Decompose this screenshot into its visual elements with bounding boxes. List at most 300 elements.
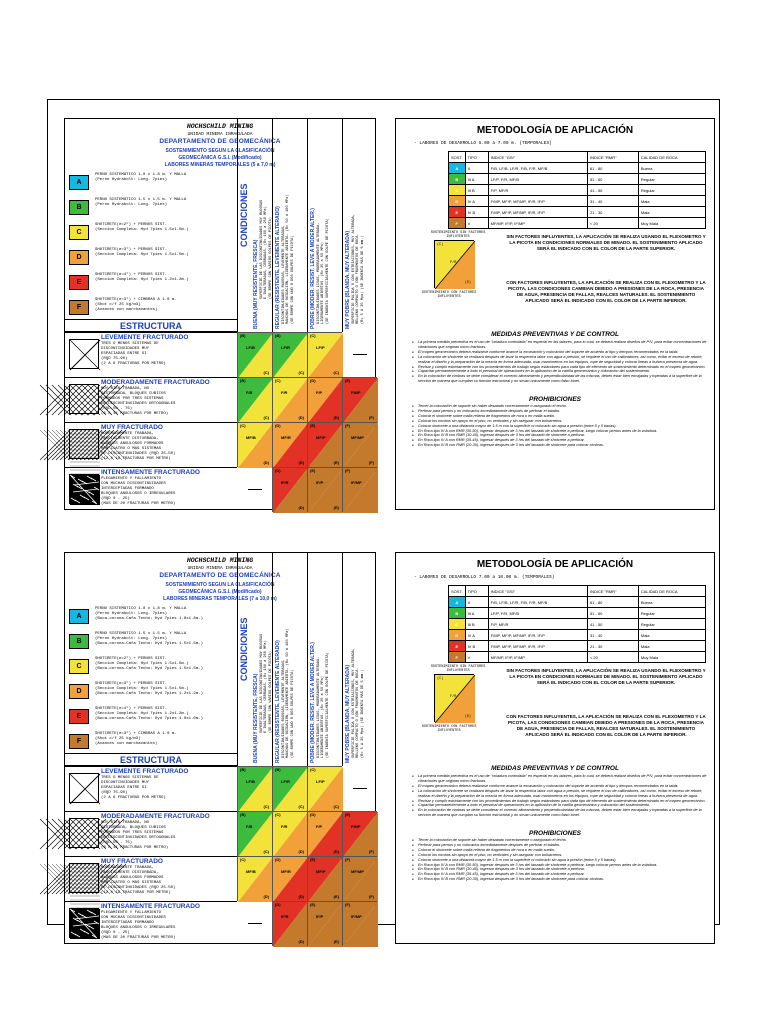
cell-upper-support: (E) [310, 468, 316, 473]
support-description-d: SHOTCRETE(e=3") + PERNOS SIST. (Seccion Completa: Hyd 7pies 1.5x1.5m.) (Boca-corona-Cafa Techo: Hyd 7pies 1.2x1.2m.) [95, 682, 204, 696]
support-swatch-e: E [69, 709, 89, 724]
cell-lower-support: (E) [333, 460, 339, 465]
prohibicion-item: ● En Roca tipo IV A con RMR (30-50), ingresar después de 3 hrs del lanzado de shotcrete a perforar, luego colocar pernos antes de la voladura. [412, 863, 710, 868]
company-name: HOCHSCHILD MINING [186, 123, 254, 130]
structure-row-1 [65, 766, 237, 811]
structure-pattern-light [69, 773, 99, 803]
codes-cell: Mala [638, 207, 705, 218]
prohibicion-item: ● En Roca tipo IV B con RMR (30-40), ingresar después de 3 hrs del lanzado de shotcrete a perforar. [412, 867, 710, 872]
prohibicion-item: ● En Roca tipo IV B con RMR (20-30), ingresar después de 3 hrs del lanzado de shotcrete para colocar cimbras. [412, 443, 710, 448]
condition-column-2 [272, 553, 307, 766]
condition-label-2: REGULAR (RESISTENTE, LEVEMENTE ALTERADO) [275, 206, 281, 329]
structure-pattern-moderate [69, 818, 99, 848]
support-cell-mf-b [237, 856, 272, 901]
codes-cell: F/MP, MF/P, MF/MP, IF/R, IF/P [488, 641, 587, 652]
table-row [449, 641, 706, 652]
medida-item: ● El mapeo geomecánico deberá realizarse conforme avance la excavación y colocación del soporte de acuerdo al tipo y tiempos recomendados en la tabla. [412, 350, 710, 355]
codes-header-cell: CALIDAD DE ROCA [638, 586, 705, 597]
codes-header-cell: CALIDAD DE ROCA [638, 152, 705, 163]
cell-code: LF/P [316, 345, 325, 350]
prohibicion-item: ● Tercer la colocación de soporte sin haber desatado correctamente o asegurado el techo. [412, 838, 710, 843]
codes-cell: D [449, 196, 466, 207]
cell-upper-support: (D) [275, 857, 281, 862]
codes-cell: E [449, 207, 466, 218]
condition-description-2: DISCONTINUIDADES RUGOSAS, LEVEMENTE ALTERADAS, MANCHAS DE OXIDACIÓN, LIGERAMENTE ABIERTA. (Rc 50 a 100 MPa) (SE ROMPE CON UNO O DOS GOLPES DE PICOTA) [282, 194, 295, 324]
condition-label-4: MUY POBRE (BLANDA, MUY ALTERADA) [345, 664, 351, 763]
support-description-e: SHOTCRETE(e=4") + PERNOS SIST. (Seccion Completa: Hyd 7pies 1.2x1.2m.) (Boca-corona-Cafa Techo: Hyd 7pies 1.0x1.0m.) [95, 707, 204, 721]
structure-description-1: TRES O MENOS SISTEMAS DE DISCONTINUIDADES MUY ESPACIADAS ENTRE SI (RQD 75-90) (2 A 6 FRACTURAS POR METRO) [101, 776, 166, 800]
codes-cell: Mala [638, 641, 705, 652]
prohibiciones-title: PROHIBICIONES [528, 396, 581, 403]
cell-upper-support: (C) [240, 423, 246, 428]
not-applicable-dash [353, 788, 367, 789]
medidas-title: MEDIDAS PREVENTIVAS Y DE CONTROL [491, 331, 619, 338]
codes-cell: IV B [465, 207, 488, 218]
cell-code: IF/P [316, 914, 324, 919]
cell-code: MF/R [281, 435, 291, 440]
prohibicion-item: ● En Roca tipo IV A con RMR (30-50), ingresar después de 3 hrs del lanzado de shotcrete a perforar, luego colocar pernos antes de la voladura. [412, 429, 710, 434]
method-paragraph-1: SIN FACTORES INFLUYENTES, LA APLICACIÓN SE REALIZA USANDO EL FLEXOMETRO Y LA PICOTA EN CONDICIONES NORMALES DE MINADO. EL SOSTENIMIENTO APLICADO SERÁ EL INDICADO CON EL COLOR DE LA PARTE SUPERIOR. [506, 668, 706, 685]
support-cell-mf-mp [342, 422, 377, 467]
cell-upper-support: (C) [275, 378, 281, 383]
structure-description-3: MODERADAMENTE TRABADA, PARCIALMENTE DISTURBADA, BLOQUES ANGULOSOS FORMADOS POR CUATRO O MAS SISTEMAS DE DISCONTINUIDADES (RQD 25-50) (12 A 19 FRACTURAS POR METRO) [101, 432, 176, 461]
support-swatch-b: B [69, 200, 89, 215]
gsi-label: GEOMECÁNICA G.S.I. (Modificado) [178, 589, 262, 595]
support-swatch-f: F [69, 300, 89, 315]
table-row [449, 597, 706, 608]
cell-lower-support: (D) [298, 894, 304, 899]
prohibicion-item: ● En Roca tipo IV A con RMR (35-45), ingresar después de 3 hrs del lanzado de shotcrete a perforar. [412, 438, 710, 443]
codes-cell: E [449, 641, 466, 652]
codes-cell: 31 - 40 [587, 630, 638, 641]
condition-description-1: SUPERFICIE DE LAS DISCONTINUIDADES MUY RUGOSAS E INALTERADAS, CERRADAS. (Rc 100 a 250 MPa) (SE ROMPE CON VARIOS GOLPES DE PICOTA) [260, 199, 273, 299]
table-row [449, 196, 706, 207]
cell-code: F/R [281, 824, 288, 829]
cell-code: F/B [246, 824, 253, 829]
support-swatch-b: B [69, 634, 89, 649]
codes-cell: F [449, 652, 466, 663]
support-cell-f-mp [342, 377, 377, 422]
codes-cell: III B [465, 619, 488, 630]
unit-name: UNIDAD MINERA INMACULADA [187, 132, 253, 137]
cell-upper-support: (E) [345, 378, 351, 383]
cell-code: LF/R [281, 345, 290, 350]
cell-lower-support: (D) [298, 939, 304, 944]
cell-code: MF/R [281, 869, 291, 874]
codes-cell: Buena [638, 163, 705, 174]
codes-cell: IV B [465, 641, 488, 652]
codes-cell: D [449, 630, 466, 641]
support-description-f: SHOTCRETE(e=3") + CIMBRAS A 1.0 m. (Shot c/f 25 kg/m3) (Avances con marchavantes) [95, 732, 177, 746]
codes-cell: 61 - 80 [587, 597, 638, 608]
support-swatch-c: C [69, 225, 89, 240]
support-swatch-d: D [69, 250, 89, 265]
cell-lower-support: (D) [298, 849, 304, 854]
support-description-e: SHOTCRETE(e=4") + PERNOS SIST. (Seccion Completa: Hyd 7pies 1.2x1.2m.) [95, 273, 189, 282]
cell-code: LF/P [316, 779, 325, 784]
codes-cell: II [465, 163, 488, 174]
method-paragraph-1: SIN FACTORES INFLUYENTES, LA APLICACIÓN SE REALIZA USANDO EL FLEXOMETRO Y LA PICOTA EN CONDICIONES NORMALES DE MINADO. EL SOSTENIMIENTO APLICADO SERÁ EL INDICADO CON EL COLOR DE LA PARTE SUPERIOR. [506, 234, 706, 251]
diagram-bottom-label: SOSTENIMIENTO CON FACTORES INFLUYENTES [421, 725, 477, 733]
cell-lower-support: (F) [368, 894, 374, 899]
diagram-top-label: SOSTENIMIENTO SIN FACTORES INFLUYENTES [430, 665, 486, 673]
support-cell-mf-p [307, 422, 342, 467]
table-row [449, 619, 706, 630]
condition-description-1: SUPERFICIE DE LAS DISCONTINUIDADES MUY RUGOSAS E INALTERADAS, CERRADAS. (Rc 100 a 250 MPa) (SE ROMPE CON VARIOS GOLPES DE PICOTA) [260, 633, 273, 733]
cell-upper-support: (C) [310, 767, 316, 772]
codes-cell: Regular [638, 174, 705, 185]
codes-table-header [449, 152, 706, 163]
table-row [449, 185, 706, 196]
support-description-d: SHOTCRETE(e=3") + PERNOS SIST. (Seccion Completa: Hyd 7pies 1.5x1.5m.) [95, 248, 189, 257]
codes-cell: 51 - 60 [587, 174, 638, 185]
cell-upper-support: (E) [310, 902, 316, 907]
codes-cell: Muy Mala [638, 652, 705, 663]
condition-description-4: SUPERFICIE PULIDA O CON ESTRIACIONES, MUY ALTERADA, RELLENO COMPACTO O CON FRAGMENTOS DE ROCA. (Rc 5 A 25 Mpa) (SE INDENTA MAS DE 5 mm.) [352, 214, 365, 324]
codes-cell: F/P, MF/R [488, 619, 587, 630]
cell-lower-support: (D) [298, 505, 304, 510]
prohibicion-item: ● Colocar el shotcrete sobre malla rellena de fragmentos de roca o en malla suelta. [412, 414, 710, 419]
diagram-mark-lower: (D) [464, 281, 471, 285]
condition-label-3: POBRE (MODER. RESIST. LEVE A MODER.ALTER.) [310, 208, 316, 329]
gsi-table-panel [64, 552, 376, 944]
codes-cell: III B [465, 185, 488, 196]
codes-header-cell: TIPO [465, 152, 488, 163]
cell-lower-support: (E) [333, 939, 339, 944]
structure-title-2: MODERADAMENTE FRACTURADO [101, 379, 210, 386]
cell-lower-support: (D) [298, 460, 304, 465]
condition-label-4: MUY POBRE (BLANDA, MUY ALTERADA) [345, 230, 351, 329]
medida-item: ● En la colocación de cimbras se debe considerar el correcto alineamiento y perpendicularidad de las mismas, deben estar bien encajadas y topeadas a la superficie de la sección de manera que cumplan su función estructural y no sirvan únicamente como falso túnel. [412, 374, 710, 384]
cell-upper-support: (D) [275, 423, 281, 428]
methodology-panel [395, 118, 715, 510]
prohibicion-item: ● Colocar shotcrete a una distancia mayor de 1.5 m con la superficie ni colocarlo sin agua a presión (entre 5 y 5 barias). [412, 424, 710, 429]
structure-pattern-heavy [69, 863, 99, 893]
codes-cell: F/B, LF/B, LF/R, F/B, F/R, MF/B [488, 597, 587, 608]
codes-cell: V [465, 652, 488, 663]
medidas-list [412, 340, 710, 384]
cell-code: F/R [281, 390, 288, 395]
cell-upper-support: (D) [310, 812, 316, 817]
prohibicion-item: ● Perforar para pernos y no colocarlos inmediatamente después de perforar el taladro. [412, 409, 710, 414]
table-row [449, 630, 706, 641]
cell-code: IF/MP [351, 914, 362, 919]
condition-label-2: REGULAR (RESISTENTE, LEVEMENTE ALTERADO) [275, 640, 281, 763]
cell-code: MF/MP [351, 869, 364, 874]
method-paragraph-2: CON FACTORES INFLUYENTES, LA APLICACIÓN SE REALIZA CON EL FLEXOMETRO Y LA PICOTA, LAS CONDICIONES CAMBIAN DEBIDO A PRESIONES DE LA ROCA, PRESENCIA DE AGUA, PRESENCIA DE FALLAS, REALCES NATURALES. EL SOSTENIMIENTO APLICADO SERÁ EL INDICADO CON EL COLOR DE LA PARTE INFERIOR. [506, 280, 706, 303]
classification-label: SOSTENIMIENTO SEGUN LA CLASIFICACIÓN [165, 148, 275, 154]
codes-cell: III A [465, 174, 488, 185]
support-cell-if-p [307, 901, 342, 946]
desarrollo-label: - LABORES DE DESARROLLO 7.00 a 10.00 m. (TEMPORALES) [414, 575, 555, 580]
support-cell-mf-b [237, 422, 272, 467]
condition-column-4 [342, 553, 377, 766]
cell-upper-support: (F) [345, 902, 351, 907]
support-codes-table [448, 585, 706, 663]
prohibicion-item: ● Colocar el shotcrete sobre malla rellena de fragmentos de roca o en malla suelta. [412, 848, 710, 853]
cell-code: IF/MP [351, 480, 362, 485]
conditions-title: CONDICIONES [239, 617, 249, 681]
condition-column-4 [342, 119, 377, 332]
cell-lower-support: (F) [368, 849, 374, 854]
structure-title-1: LEVEMENTE FRACTURADO [101, 334, 189, 341]
cell-code: LF/B [246, 779, 255, 784]
medida-item: ● La colocación de shotcrete se realizará después de lavar la respectiva labor con agua a presión, se requiere el uso de calibradores, así como, evitar el exceso de rebote, realizar el diseño y la preparación de la mezcla en forma adecuada, usar manómetros en los equipos, rope de seguridad y colocar lineas a hulsera presencia de agua. [412, 789, 710, 799]
conditions-title: CONDICIONES [239, 183, 249, 247]
table-row [449, 174, 706, 185]
structure-title: ESTRUCTURA [65, 319, 237, 332]
support-cell-mf-p [307, 856, 342, 901]
prohibiciones-list [412, 404, 710, 448]
cell-upper-support: (E) [345, 812, 351, 817]
codes-cell: 51 - 60 [587, 608, 638, 619]
cell-code: IF/R [281, 480, 289, 485]
codes-cell: 41 - 50 [587, 619, 638, 630]
structure-title-2: MODERADAMENTE FRACTURADO [101, 813, 210, 820]
cell-lower-support: (C) [333, 370, 339, 375]
cell-code: LF/R [281, 779, 290, 784]
not-applicable-dash [248, 923, 262, 924]
support-swatch-e: E [69, 275, 89, 290]
codes-table-header [449, 586, 706, 597]
support-cell-f-p [307, 377, 342, 422]
table-row [449, 218, 706, 229]
diagram-top-label: SOSTENIMIENTO SIN FACTORES INFLUYENTES [430, 231, 486, 239]
codes-header-cell: INDICE "RMR" [587, 586, 638, 597]
condition-description-3: DISCONTINUIDADES LISAS, MODERADAMENTE ALTERADA, LIGERAMENTE ABIERTAS. (Rc 25 a 50 MPa) (SE INDENTA SUPERFICIALMENTE CON GOLPE DE PICOTA) [317, 652, 330, 758]
cell-upper-support: (F) [345, 857, 351, 862]
medida-item: ● El mapeo geomecánico deberá realizarse conforme avance la excavación y colocación del soporte de acuerdo al tipo y tiempos recomendados en la tabla. [412, 784, 710, 789]
support-cell-lf-r [272, 766, 307, 811]
codes-cell: 31 - 40 [587, 196, 638, 207]
cell-code: F/B [246, 390, 253, 395]
cell-code: F/P [316, 390, 323, 395]
codes-cell: F/MP, MF/P, MF/MP, IF/R, IF/P [488, 196, 587, 207]
support-description-b: PERNO SISTEMÁTICO 1.5 x 1.5 m. Y MALLA (Perno Hydrabolt: Long. 7pies) [95, 198, 187, 207]
support-cell-f-b [237, 377, 272, 422]
condition-column-3 [307, 119, 342, 332]
cell-lower-support: (C) [298, 370, 304, 375]
codes-cell: < 20 [587, 652, 638, 663]
cell-lower-support: (D) [263, 460, 269, 465]
not-applicable-dash [353, 354, 367, 355]
support-cell-if-p [307, 467, 342, 512]
structure-description-3: MODERADAMENTE TRABADA, PARCIALMENTE DISTURBADA, BLOQUES ANGULOSOS FORMADOS POR CUATRO O MAS SISTEMAS DE DISCONTINUIDADES (RQD 25-50) (12 A 19 FRACTURAS POR METRO) [101, 866, 176, 895]
labores-label: LABORES MINERAS TEMPORALES (5 a 7,0 m) [164, 162, 276, 168]
structure-description-1: TRES O MENOS SISTEMAS DE DISCONTINUIDADES MUY ESPACIADAS ENTRE SI (RQD 75-90) (2 A 6 FRACTURAS POR METRO) [101, 342, 166, 366]
support-cell-lf-p [307, 766, 342, 811]
structure-title-1: LEVEMENTE FRACTURADO [101, 768, 189, 775]
prohibicion-item: ● En Roca tipo IV A con RMR (35-45), ingresar después de 3 hrs del lanzado de shotcrete a perforar. [412, 872, 710, 877]
structure-row-4 [65, 467, 237, 512]
prohibicion-item: ● Colocar los rombos sin apoyo en el piso, no verticales y sin asegurar con bolsacretos. [412, 853, 710, 858]
medida-item: ● Revisar y cumplir estrictamente con los procedimientos de trabajo según estándares para cada tipo de elemento de sostenimiento determinado en el mapeo geomecánico. [412, 365, 710, 370]
table-row [449, 608, 706, 619]
condition-label-3: POBRE (MODER. RESIST. LEVE A MODER.ALTER.) [310, 642, 316, 763]
classification-label: SOSTENIMIENTO SEGUN LA CLASIFICACIÓN [165, 582, 275, 588]
table-row [449, 652, 706, 663]
cell-upper-support: (C) [310, 333, 316, 338]
cell-lower-support: (F) [368, 460, 374, 465]
structure-title-4: INTENSAMENTE FRACTURADO [101, 903, 200, 910]
support-description-c: SHOTCRETE(e=2") + PERNOS SIST. (Seccion Completa: Hyd 7pies 1.5x1.5m.) [95, 223, 189, 232]
support-swatch-a: A [69, 609, 89, 624]
codes-cell: Regular [638, 619, 705, 630]
codes-cell: Regular [638, 608, 705, 619]
codes-header-cell: SOST. [449, 152, 466, 163]
codes-cell: 21 - 30 [587, 207, 638, 218]
company-name: HOCHSCHILD MINING [186, 557, 254, 564]
codes-header-cell: SOST. [449, 586, 466, 597]
department-name: DEPARTAMENTO DE GEOMECÁNICA [159, 138, 281, 145]
support-description-a: PERNO SISTEMÁTICO 1.8 x 1.8 m. Y MALLA (Perno Hydrabolt: Long. 7pies) [95, 173, 187, 182]
structure-description-4: PLEGAMIENTO Y FALLAMIENTO CON MUCHAS DISCONTINUIDADES INTERCEPTADAS FORMANDO BLOQUES ANGULOSOS O IRREGULARES (RQD 0 - 25) (MAS DE 20 FRACTURAS POR METRO) [101, 911, 176, 940]
codes-cell: 41 - 50 [587, 185, 638, 196]
support-diagram [434, 240, 474, 288]
codes-cell: C [449, 185, 466, 196]
cell-lower-support: (C) [298, 804, 304, 809]
codes-cell: Muy Mala [638, 218, 705, 229]
codes-cell: C [449, 619, 466, 630]
support-swatch-f: F [69, 734, 89, 749]
structure-pattern-heavy [69, 429, 99, 459]
condition-description-4: SUPERFICIE PULIDA O CON ESTRIACIONES, MUY ALTERADA, RELLENO COMPACTO O CON FRAGMENTOS DE ROCA. (Rc 5 A 25 Mpa) (SE INDENTA MAS DE 5 mm.) [352, 648, 365, 758]
methodology-title: METODOLOGÍA DE APLICACIÓN [476, 125, 634, 136]
diagram-mark-mid: F/R [450, 261, 457, 265]
cell-lower-support: (C) [263, 415, 269, 420]
medida-item: ● Revisar y cumplir estrictamente con los procedimientos de trabajo según estándares para cada tipo de elemento de sostenimiento determinado en el mapeo geomecánico. [412, 799, 710, 804]
codes-cell: Regular [638, 185, 705, 196]
codes-cell: III A [465, 608, 488, 619]
condition-description-2: DISCONTINUIDADES RUGOSAS, LEVEMENTE ALTERADAS, MANCHAS DE OXIDACIÓN, LIGERAMENTE ABIERTA. (Rc 50 a 100 MPa) (SE ROMPE CON UNO O DOS GOLPES DE PICOTA) [282, 628, 295, 758]
conditions-title-column [237, 119, 272, 332]
codes-cell: B [449, 608, 466, 619]
table-row [449, 207, 706, 218]
codes-cell: B [449, 174, 466, 185]
structure-pattern-intense [69, 474, 99, 504]
cell-upper-support: (D) [310, 378, 316, 383]
not-applicable-dash [248, 489, 262, 490]
structure-title: ESTRUCTURA [65, 753, 237, 766]
condition-description-3: DISCONTINUIDADES LISAS, MODERADAMENTE ALTERADA, LIGERAMENTE ABIERTAS. (Rc 25 a 50 MPa) (SE INDENTA SUPERFICIALMENTE CON GOLPE DE PICOTA) [317, 218, 330, 324]
cell-upper-support: (E) [310, 423, 316, 428]
diagram-mark-upper: (C) [437, 677, 444, 681]
condition-label-1: BUENA (MUY RESISTENTE, FRESCA) [253, 673, 259, 763]
codes-cell: Mala [638, 196, 705, 207]
codes-cell: 21 - 30 [587, 641, 638, 652]
cell-upper-support: (F) [345, 468, 351, 473]
cell-code: MF/B [246, 435, 256, 440]
desarrollo-label: - LABORES DE DESARROLLO 5.00 a 7.00 m. (TEMPORALES) [414, 141, 552, 146]
support-cell-if-mp [342, 467, 377, 512]
condition-column-2 [272, 119, 307, 332]
codes-cell: F [449, 218, 466, 229]
prohibicion-item: ● En Roca tipo IV B con RMR (20-30), ingresar después de 3 hrs del lanzado de shotcrete para colocar cimbras. [412, 877, 710, 882]
codes-cell: Mala [638, 630, 705, 641]
codes-cell: LF/P, F/R, MF/B [488, 174, 587, 185]
table-row [449, 163, 706, 174]
structure-pattern-light [69, 339, 99, 369]
cell-code: F/MP [351, 390, 361, 395]
medida-item: ● Capacitar permanentemente a todo el personal de operaciones en la aplicación de la cartilla geomecánica y colocación del sostenimiento. [412, 369, 710, 374]
codes-header-cell: INDICE "RMR" [587, 152, 638, 163]
prohibicion-item: ● Tercer la colocación de soporte sin haber desatado correctamente o asegurado el techo. [412, 404, 710, 409]
structure-description-2: MUY BIEN TRABADA, NO DISTURBADA, BLOQUES CUBICOS FORMADOS POR TRES SISTEMAS DE DISCONTINUIDADES ORTOGONALES (RQD 50 - 75) (6 A 11 FRACTURAS POR METRO) [101, 387, 176, 416]
methodology-panel [395, 552, 715, 944]
prohibicion-item: ● Perforar para pernos y no colocarlos inmediatamente después de perforar el taladro. [412, 843, 710, 848]
support-swatch-a: A [69, 175, 89, 190]
cell-upper-support: (C) [275, 812, 281, 817]
cell-code: MF/P [316, 869, 326, 874]
support-cell-lf-b [237, 332, 272, 377]
support-cell-mf-r [272, 856, 307, 901]
support-swatch-c: C [69, 659, 89, 674]
structure-description-2: MUY BIEN TRABADA, NO DISTURBADA, BLOQUES CUBICOS FORMADOS POR TRES SISTEMAS DE DISCONTINUIDADES ORTOGONALES (RQD 50 - 75) (6 A 11 FRACTURAS POR METRO) [101, 821, 176, 850]
prohibicion-item: ● Colocar shotcrete a una distancia mayor de 1.5 m con la superficie ni colocarlo sin agua a presión (entre 5 y 5 barias). [412, 858, 710, 863]
cell-upper-support: (B) [275, 767, 281, 772]
cell-lower-support: (D) [333, 849, 339, 854]
cell-upper-support: (F) [345, 423, 351, 428]
cell-lower-support: (C) [333, 804, 339, 809]
codes-cell: F/MP, MF/P, MF/MP, IF/R, IF/P [488, 630, 587, 641]
support-codes-table [448, 151, 706, 229]
support-swatch-d: D [69, 684, 89, 699]
codes-cell: < 20 [587, 218, 638, 229]
medidas-title: MEDIDAS PREVENTIVAS Y DE CONTROL [491, 765, 619, 772]
support-cell-lf-r [272, 332, 307, 377]
codes-cell: 61 - 80 [587, 163, 638, 174]
support-cell-f-mp [342, 811, 377, 856]
structure-title-4: INTENSAMENTE FRACTURADO [101, 469, 200, 476]
cell-lower-support: (D) [263, 894, 269, 899]
cell-code: MF/MP [351, 435, 364, 440]
support-cell-if-mp [342, 901, 377, 946]
conditions-title-column [237, 553, 272, 766]
support-cell-lf-b [237, 766, 272, 811]
codes-cell: LF/P, F/R, MF/B [488, 608, 587, 619]
cell-lower-support: (E) [333, 505, 339, 510]
codes-cell: Buena [638, 597, 705, 608]
cell-upper-support: (C) [240, 857, 246, 862]
cell-code: MF/B [246, 869, 256, 874]
condition-column-3 [307, 553, 342, 766]
cell-upper-support: (B) [275, 333, 281, 338]
support-cell-if-r [272, 467, 307, 512]
cell-lower-support: (D) [298, 415, 304, 420]
methodology-title: METODOLOGÍA DE APLICACIÓN [476, 559, 634, 570]
structure-description-4: PLEGAMIENTO Y FALLAMIENTO CON MUCHAS DISCONTINUIDADES INTERCEPTADAS FORMANDO BLOQUES ANGULOSOS O IRREGULARES (RQD 0 - 25) (MAS DE 20 FRACTURAS POR METRO) [101, 477, 176, 506]
structure-row-3 [65, 422, 237, 467]
support-description-c: SHOTCRETE(e=2") + PERNOS SIST. (Seccion Completa: Hyd 7pies 1.5x1.5m.) (Boca-corona-Cafa Techo: Hyd 7pies 1.5x1.5m.) [95, 657, 204, 671]
codes-cell: MF/MP, IF/P, IF/MP [488, 652, 587, 663]
support-cell-lf-p [307, 332, 342, 377]
cell-lower-support: (C) [263, 849, 269, 854]
medida-item: ● La colocación de shotcrete se realizará después de lavar la respectiva labor con agua a presión, se requiere el uso de calibradores, así como, evitar el exceso de rebote, realizar el diseño y la preparación de la mezcla en forma adecuada, usar manómetros en los equipos, rope de seguridad y colocar lineas a hulsera presencia de agua. [412, 355, 710, 365]
codes-cell: F/MP, MF/P, MF/MP, IF/R, IF/P [488, 207, 587, 218]
structure-row-2 [65, 811, 237, 856]
prohibicion-item: ● En Roca tipo IV B con RMR (30-40), ingresar después de 3 hrs del lanzado de shotcrete a perforar. [412, 433, 710, 438]
cell-upper-support: (D) [275, 468, 281, 473]
codes-cell: IV A [465, 196, 488, 207]
codes-cell: A [449, 597, 466, 608]
support-cell-f-r [272, 377, 307, 422]
cell-code: IF/P [316, 480, 324, 485]
gsi-table-panel [64, 118, 376, 510]
cell-upper-support: (B) [240, 333, 246, 338]
method-paragraph-2: CON FACTORES INFLUYENTES, LA APLICACIÓN SE REALIZA CON EL FLEXOMETRO Y LA PICOTA, LAS CONDICIONES CAMBIAN DEBIDO A PRESIONES DE LA ROCA, PRESENCIA DE AGUA, PRESENCIA DE FALLAS, REALCES NATURALES. EL SOSTENIMIENTO APLICADO SERÁ EL INDICADO CON EL COLOR DE LA PARTE INFERIOR. [506, 714, 706, 737]
structure-title-3: MUY FRACTURADO [101, 424, 163, 431]
cell-upper-support: (B) [240, 767, 246, 772]
